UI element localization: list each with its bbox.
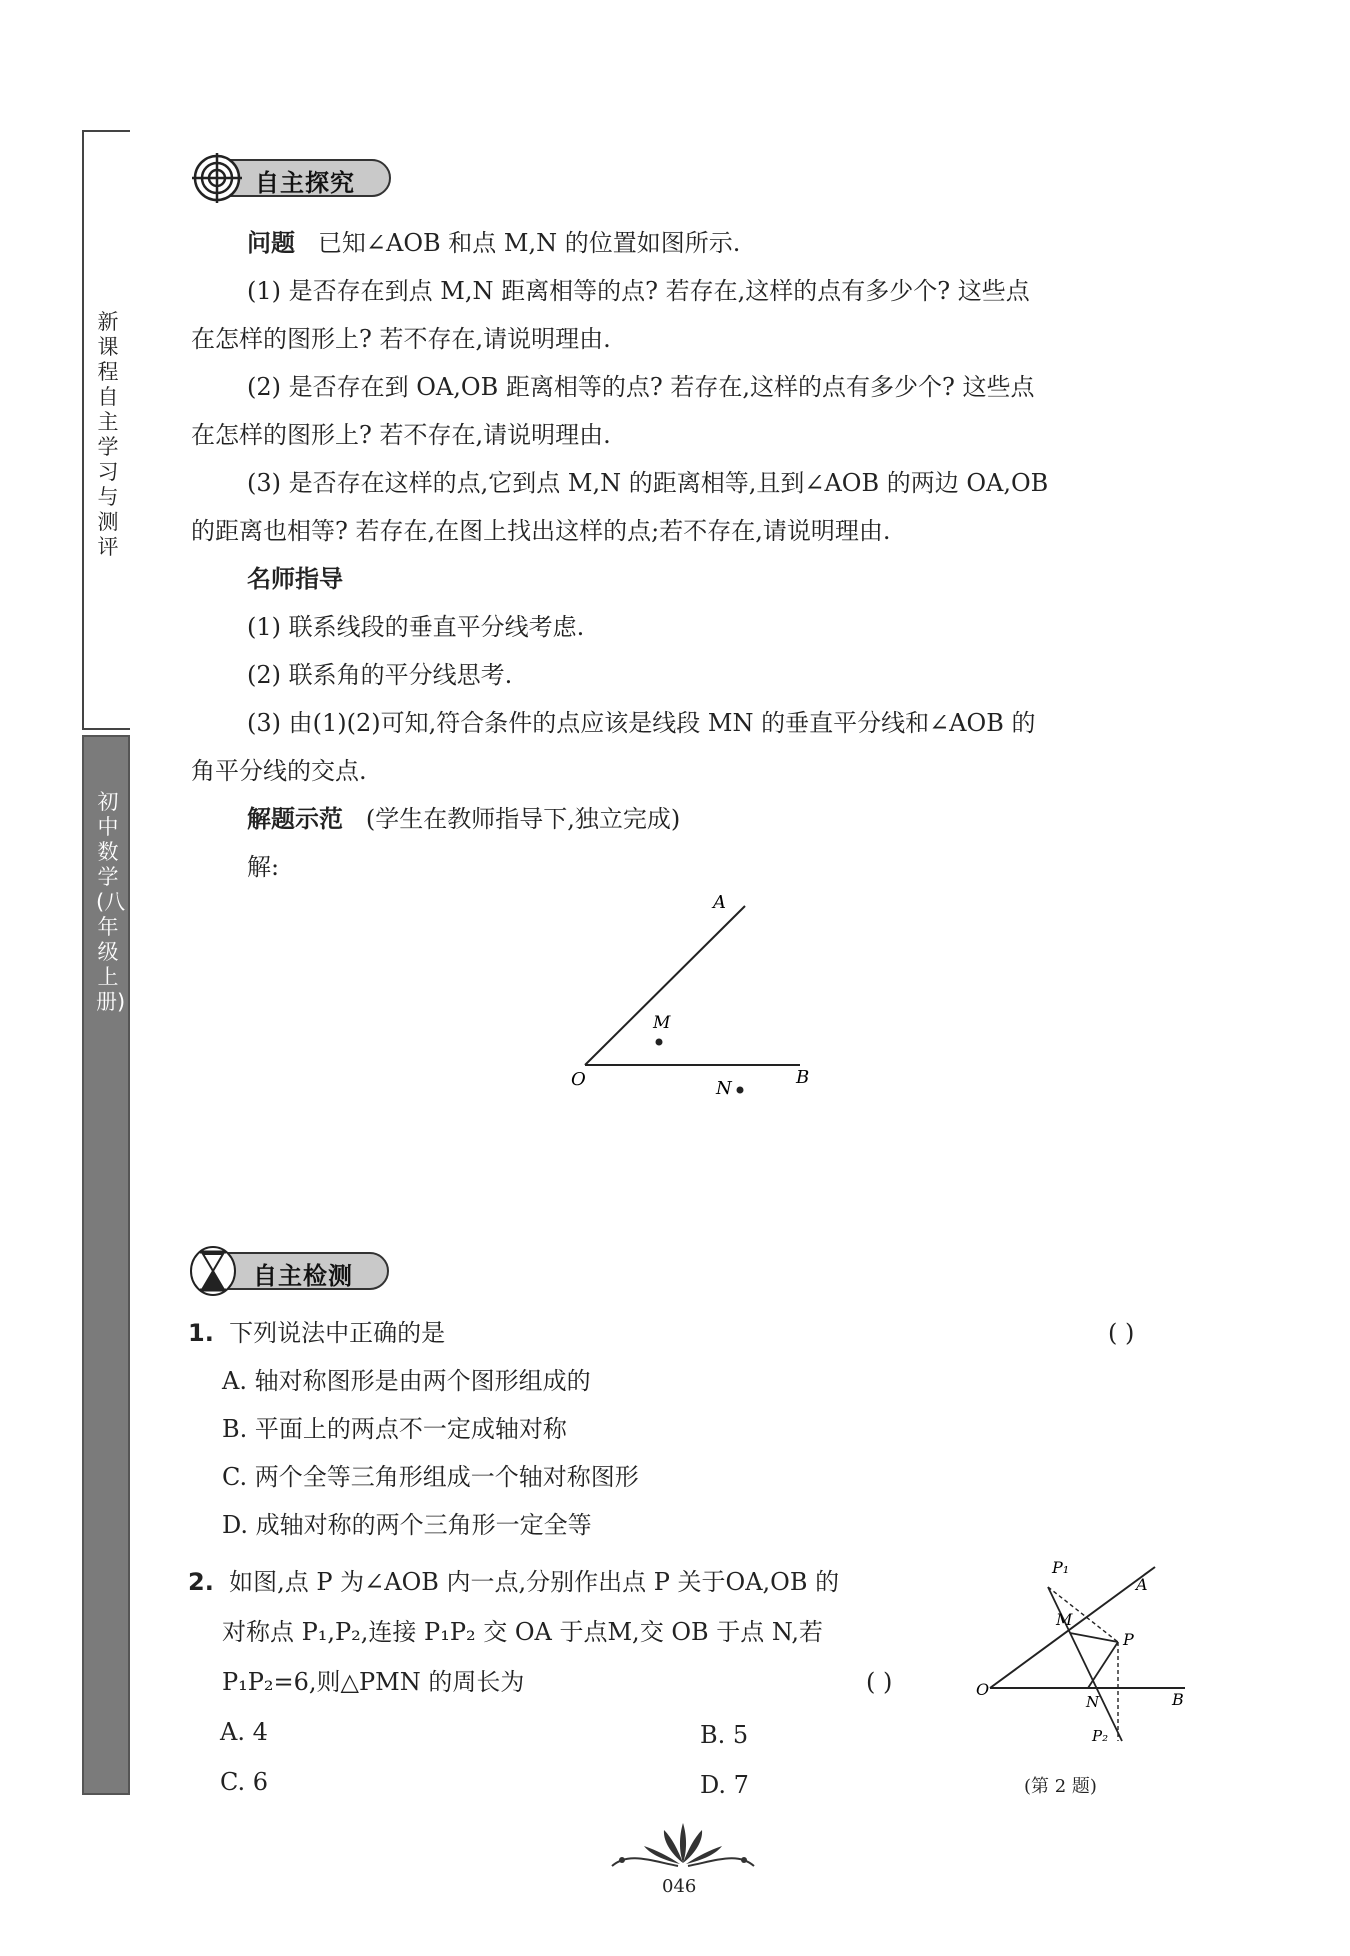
q1-answer-blank: ( )	[1108, 1319, 1135, 1347]
q2-line-3: P₁P₂=6,则△PMN 的周长为	[222, 1668, 525, 1696]
q2-option-b: B. 5	[700, 1721, 749, 1749]
label-o: O	[976, 1680, 990, 1699]
solution-start: 解:	[247, 853, 280, 881]
guide-item-3-line-1: (3) 由(1)(2)可知,符合条件的点应该是线段 MN 的垂直平分线和∠AOB 的	[247, 709, 1036, 737]
ray-oa	[585, 906, 745, 1065]
q2-option-d: D. 7	[700, 1771, 749, 1799]
point-m	[656, 1039, 663, 1046]
label-a: A	[713, 892, 726, 913]
section-header-check	[188, 1248, 398, 1294]
point-n	[737, 1087, 744, 1094]
problem-label: 问题	[247, 229, 295, 257]
question-3-line-2: 的距离也相等? 若存在,在图上找出这样的点;若不存在,请说明理由.	[191, 517, 891, 545]
footer-ornament-icon	[608, 1818, 758, 1873]
q2-figure-caption: (第 2 题)	[1024, 1776, 1097, 1797]
segment-pn	[1088, 1642, 1118, 1688]
label-n: N	[716, 1078, 732, 1099]
q2-answer-blank: ( )	[866, 1668, 893, 1696]
q1-option-d: D. 成轴对称的两个三角形一定全等	[222, 1511, 592, 1539]
q2-text-1: 如图,点 P 为∠AOB 内一点,分别作出点 P 关于OA,OB 的	[229, 1568, 840, 1596]
angle-figure	[560, 890, 830, 1105]
q1-option-a: A. 轴对称图形是由两个图形组成的	[222, 1367, 591, 1395]
q1-stem: 下列说法中正确的是	[229, 1319, 446, 1347]
question-1-line-2: 在怎样的图形上? 若不存在,请说明理由.	[191, 325, 611, 353]
question-3-line-1: (3) 是否存在这样的点,它到点 M,N 的距离相等,且到∠AOB 的两边 OA,OB	[247, 469, 1049, 497]
guide-title: 名师指导	[247, 565, 343, 593]
sidebar-series-title: 新课程自主学习与测评	[97, 310, 119, 559]
label-a: A	[1136, 1575, 1148, 1594]
label-n: N	[1086, 1693, 1100, 1711]
guide-item-3-line-2: 角平分线的交点.	[191, 757, 367, 785]
segment-mp	[1070, 1633, 1118, 1642]
label-o: O	[571, 1069, 586, 1090]
hourglass-icon	[188, 1244, 238, 1298]
label-m: M	[1056, 1610, 1073, 1629]
label-b: B	[1172, 1690, 1184, 1709]
guide-item-2: (2) 联系角的平分线思考.	[247, 661, 513, 689]
solution-title: 解题示范	[247, 805, 343, 833]
question-2-line-1: (2) 是否存在到 OA,OB 距离相等的点? 若存在,这样的点有多少个? 这些点	[247, 373, 1035, 401]
q2-figure	[970, 1555, 1200, 1755]
solution-line	[247, 804, 680, 834]
q2-option-c: C. 6	[220, 1768, 269, 1796]
q2-option-a: A. 4	[220, 1718, 268, 1746]
sidebar-top-rule	[82, 130, 130, 132]
label-p2: P₂	[1092, 1727, 1109, 1745]
label-b: B	[796, 1067, 810, 1088]
section-header-explore	[190, 155, 400, 201]
q1-number: 1.	[188, 1319, 214, 1347]
label-m: M	[653, 1013, 671, 1033]
question-2-line-2: 在怎样的图形上? 若不存在,请说明理由.	[191, 421, 611, 449]
q2-line-1	[188, 1567, 839, 1597]
solution-note: (学生在教师指导下,独立完成)	[365, 805, 681, 833]
guide-item-1: (1) 联系线段的垂直平分线考虑.	[247, 613, 585, 641]
label-p1: P₁	[1052, 1558, 1070, 1577]
q2-line-2: 对称点 P₁,P₂,连接 P₁P₂ 交 OA 于点M,交 OB 于点 N,若	[222, 1618, 823, 1646]
target-icon	[190, 151, 244, 205]
problem-text: 已知∠AOB 和点 M,N 的位置如图所示.	[317, 229, 741, 257]
q1-stem-line	[188, 1318, 445, 1348]
section-title: 自主探究	[255, 169, 355, 197]
q2-number: 2.	[188, 1568, 214, 1596]
q1-option-b: B. 平面上的两点不一定成轴对称	[222, 1415, 567, 1443]
label-p: P	[1123, 1630, 1134, 1649]
section-title: 自主检测	[253, 1262, 353, 1290]
sidebar-book-title: 初中数学(八年级上册)	[96, 790, 126, 1014]
question-1-line-1: (1) 是否存在到点 M,N 距离相等的点? 若存在,这样的点有多少个? 这些点	[247, 277, 1030, 305]
q1-option-c: C. 两个全等三角形组成一个轴对称图形	[222, 1463, 639, 1491]
page-number: 046	[662, 1876, 697, 1897]
problem-line	[247, 228, 740, 258]
ray-oa	[990, 1567, 1155, 1688]
